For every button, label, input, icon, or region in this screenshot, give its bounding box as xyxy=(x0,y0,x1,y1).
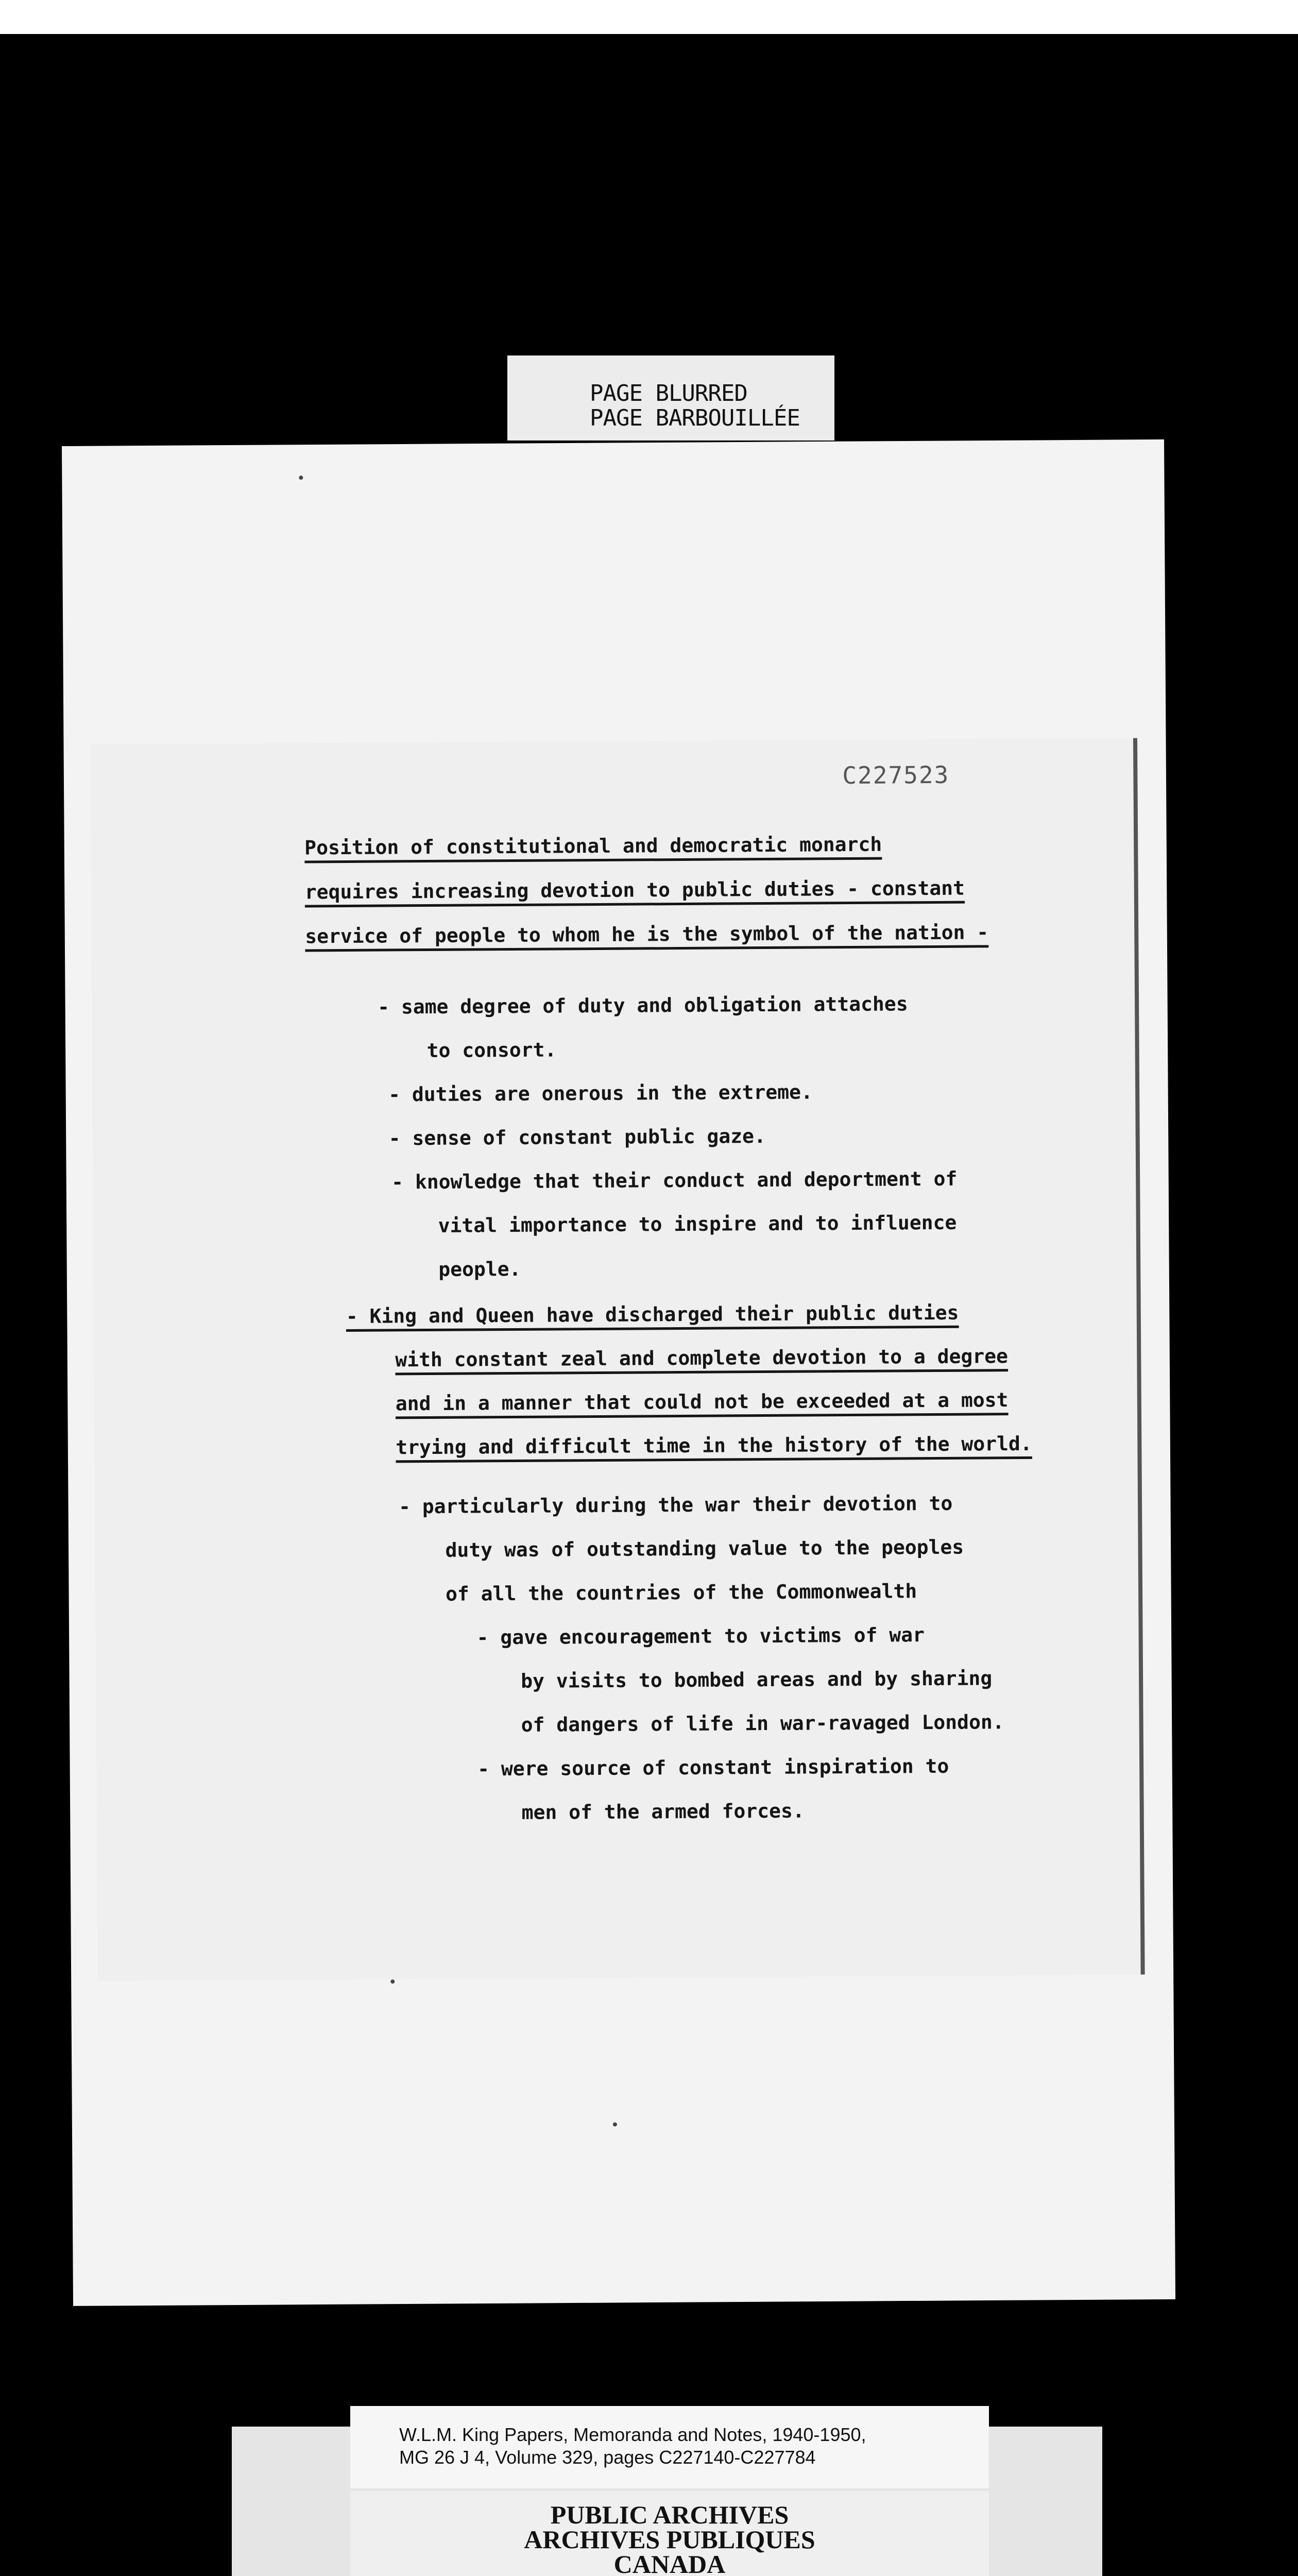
list-item: - knowledge that their conduct and deportment of xyxy=(391,1167,958,1194)
list-item: - particularly during the war their devotion to xyxy=(398,1492,953,1518)
list-item: of dangers of life in war-ravaged London. xyxy=(521,1710,1004,1736)
archive-line: PUBLIC ARCHIVES xyxy=(550,2500,789,2529)
speck xyxy=(299,476,303,480)
heading-block xyxy=(304,821,988,958)
archive-footer xyxy=(232,2406,1102,2576)
list-item: trying and difficult time in the history of the world. xyxy=(396,1432,1032,1459)
list-item: with constant zeal and complete devotion to a degree xyxy=(395,1345,1009,1371)
archive-line: ARCHIVES PUBLIQUES xyxy=(524,2525,815,2554)
page-blurred-label xyxy=(507,355,834,440)
list-item: - were source of constant inspiration to xyxy=(477,1754,949,1781)
list-item: of all the countries of the Commonwealth xyxy=(445,1580,917,1605)
archive-line: CANADA xyxy=(613,2550,726,2576)
top-white-strip xyxy=(0,0,1298,34)
list-item: by visits to bombed areas and by sharing xyxy=(520,1667,993,1692)
citation-line: MG 26 J 4, Volume 329, pages C227140-C227784 xyxy=(399,2447,816,2468)
heading-line: requires increasing devotion to public duties - constant xyxy=(304,876,965,904)
list-item: and in a manner that could not be exceeded at a most xyxy=(395,1388,1009,1415)
citation-card xyxy=(350,2406,989,2488)
list-item: vital importance to inspire and to influence xyxy=(438,1211,957,1237)
list-item: to consort. xyxy=(426,1038,557,1062)
list-item: - sense of constant public gaze. xyxy=(388,1125,766,1150)
list-item: people. xyxy=(438,1257,521,1281)
speck xyxy=(390,1979,395,1984)
blur-label-en: PAGE BLURRED xyxy=(590,380,747,406)
citation-line: W.L.M. King Papers, Memoranda and Notes, 1940-1950, xyxy=(399,2424,866,2445)
list-item: - gave encouragement to victims of war xyxy=(476,1623,925,1649)
blur-label-fr: PAGE BARBOUILLÉE xyxy=(590,405,800,431)
heading-line: service of people to whom he is the symbol of the nation - xyxy=(305,921,989,948)
heading-line: Position of constitutional and democratic monarch xyxy=(304,833,882,859)
archive-stamp xyxy=(350,2491,989,2576)
document-number: C227523 xyxy=(842,760,950,790)
list-item: - King and Queen have discharged their public duties xyxy=(346,1301,959,1328)
speck xyxy=(613,2122,617,2126)
list-item: duty was of outstanding value to the peoples xyxy=(445,1535,964,1562)
list-item: - same degree of duty and obligation attaches xyxy=(377,992,908,1019)
typed-document-page xyxy=(90,738,1145,1981)
list-item: - duties are onerous in the extreme. xyxy=(388,1080,813,1106)
list-item: men of the armed forces. xyxy=(521,1799,805,1824)
